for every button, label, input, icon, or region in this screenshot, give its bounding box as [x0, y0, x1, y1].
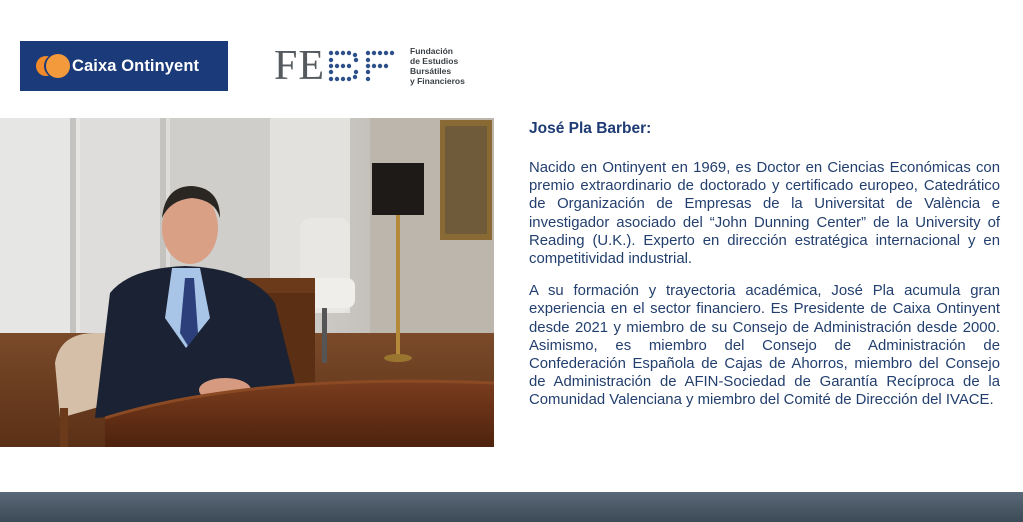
- febf-subtitle-line: de Estudios: [410, 56, 459, 66]
- febf-dotted-letters-icon: [328, 50, 398, 82]
- febf-logo: [274, 44, 465, 88]
- bio-name-heading: José Pla Barber:: [529, 120, 652, 137]
- febf-logo-letters: FE: [274, 43, 326, 89]
- footer-bar: [0, 492, 1023, 522]
- portrait-illustration: [0, 118, 494, 447]
- febf-subtitle-line: y Financieros: [410, 76, 465, 86]
- caixa-ontinyent-logo-text: Caixa Ontinyent: [72, 56, 200, 75]
- portrait-photo: [0, 118, 494, 447]
- bio-paragraph: A su formación y trayectoria académica, José Pla acumula gran experiencia en el sector financiero. Es Presidente de Caixa Ontinyent desde 2021 y miembro de su Consejo de Administración desde 2000. Asimismo, es miembro del Consejo de Administración de Confederación Española de Cajas de Ahorros, miembro del Consejo de Administración de AFIN-Sociedad de Garantía Recíproca de la Comunidad Valenciana y miembro del Comité de Dirección del IVACE.: [529, 283, 1000, 409]
- bio-paragraph: Nacido en Ontinyent en 1969, es Doctor en Ciencias Económicas con premio extraordinario de doctorado y certificado europeo, Catedrático de Organización de Empresas de la Universitat de València e investigador asociado del “John Dunning Center” de la University of Reading (U.K.). Experto en dirección estratégica internacional y en competitividad industrial.: [529, 160, 1000, 268]
- febf-subtitle: [410, 46, 465, 86]
- overlapping-circles-icon: [36, 54, 68, 78]
- caixa-ontinyent-logo: [20, 41, 228, 91]
- febf-subtitle-line: Bursátiles: [410, 66, 452, 76]
- bio-section: [529, 120, 1000, 424]
- febf-subtitle-line: Fundación: [410, 46, 453, 56]
